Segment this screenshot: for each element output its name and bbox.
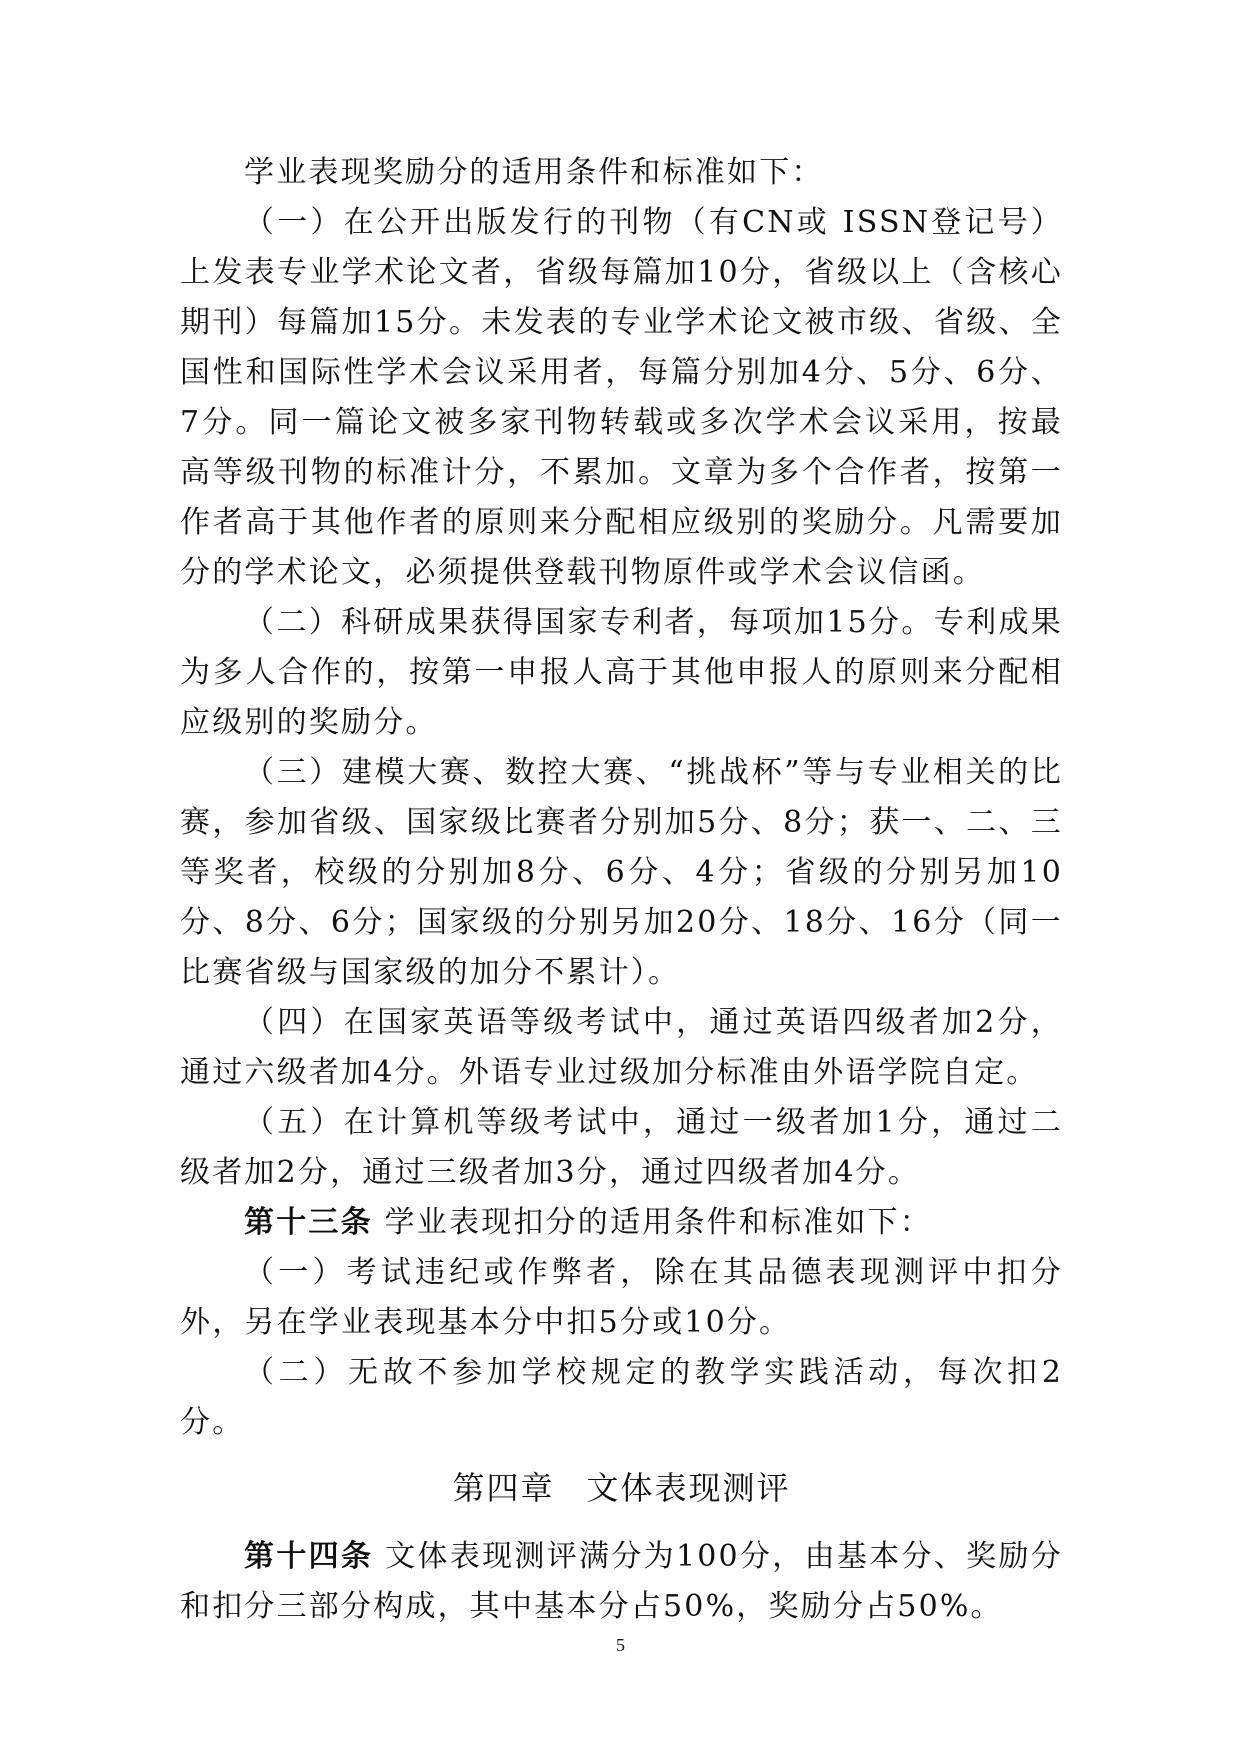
paragraph-item-2-patents: （二）科研成果获得国家专利者，每项加15分。专利成果为多人合作的，按第一申报人高于其他申报人的原则来分配相应级别的奖励分。 xyxy=(180,605,1063,740)
paragraph-academic-bonus-intro: 学业表现奖励分的适用条件和标准如下： xyxy=(244,155,824,190)
article-14 xyxy=(180,1532,1063,1632)
paragraph-item-5-computer: （五）在计算机等级考试中，通过一级者加1分，通过二级者加2分，通过三级者加3分，通过四级者加4分。 xyxy=(180,1105,1063,1190)
article-13-text: 学业表现扣分的适用条件和标准如下： xyxy=(372,1205,932,1240)
paragraph-item-1-papers: （一）在公开出版发行的刊物（有CN或 ISSN登记号）上发表专业学术论文者，省级每篇加10分，省级以上（含核心期刊）每篇加15分。未发表的专业学术论文被市级、省级、全国性和国际性学术会议采用者，每篇分别加4分、5分、6分、7分。同一篇论文被多家刊物转载或多次学术会议采用，按最高等级刊物的标准计分，不累加。文章为多个合作者，按第一作者高于其他作者的原则来分配相应级别的奖励分。凡需要加分的学术论文，必须提供登载刊物原件或学术会议信函。 xyxy=(180,205,1063,590)
paragraph-deduction-2: （二）无故不参加学校规定的教学实践活动，每次扣2分。 xyxy=(180,1355,1063,1440)
chapter-title: 文体表现测评 xyxy=(586,1469,791,1507)
article-13 xyxy=(180,1198,1063,1248)
chapter-heading xyxy=(180,1462,1063,1514)
page-number: 5 xyxy=(616,1635,625,1655)
article-13-label: 第十三条 xyxy=(244,1205,373,1240)
article-14-label: 第十四条 xyxy=(244,1539,374,1574)
article-14-text: 文体表现测评满分为100分，由基本分、奖励分和扣分三部分构成，其中基本分占50%，奖励分占50%。 xyxy=(180,1539,1063,1624)
paragraph-deduction-1: （一）考试违纪或作弊者，除在其品德表现测评中扣分外，另在学业表现基本分中扣5分或10分。 xyxy=(180,1255,1063,1340)
chapter-number: 第四章 xyxy=(452,1469,555,1507)
paragraph-item-3-competitions: （三）建模大赛、数控大赛、“挑战杯”等与专业相关的比赛，参加省级、国家级比赛者分别加5分、8分；获一、二、三等奖者，校级的分别加8分、6分、4分；省级的分别另加10分、8分、6分；国家级的分别另加20分、18分、16分（同一比赛省级与国家级的加分不累计）。 xyxy=(180,755,1063,990)
paragraph-item-4-english: （四）在国家英语等级考试中，通过英语四级者加2分，通过六级者加4分。外语专业过级加分标准由外语学院自定。 xyxy=(180,1005,1063,1090)
